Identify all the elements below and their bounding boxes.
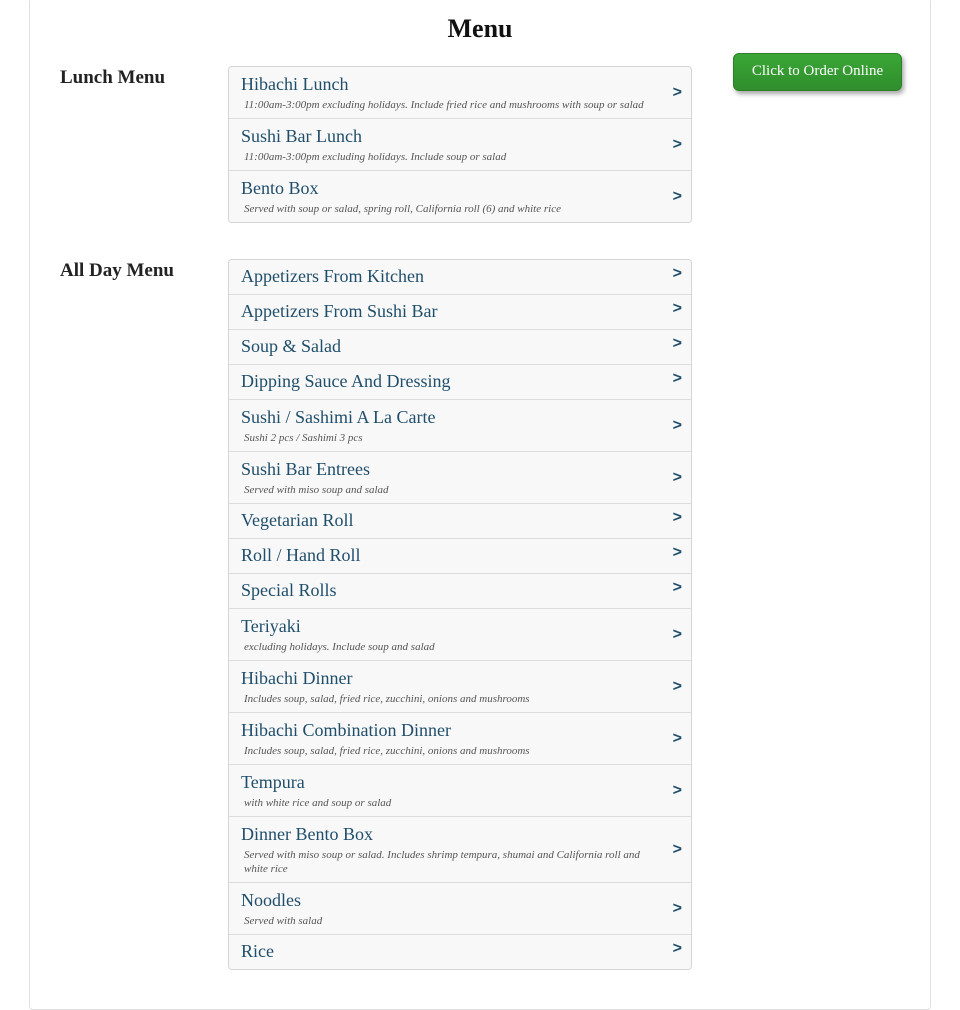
chevron-right-icon: > xyxy=(672,543,682,561)
menu-category-title: Dinner Bento Box xyxy=(241,824,373,844)
chevron-right-icon: > xyxy=(672,299,682,317)
menu-category-description: Served with miso soup or salad. Includes shrimp tempura, shumai and California roll and white rice xyxy=(244,849,640,875)
menu-category-description: Served with soup or salad, spring roll, California roll (6) and white rice xyxy=(244,203,561,215)
menu-category-item[interactable] xyxy=(229,171,691,222)
menu-category-title: Dipping Sauce And Dressing xyxy=(241,371,451,391)
menu-category-title: Tempura xyxy=(241,772,305,792)
menu-category-title: Sushi Bar Entrees xyxy=(241,459,370,479)
menu-category-item[interactable] xyxy=(229,295,691,330)
menu-category-item[interactable] xyxy=(229,119,691,171)
menu-category-title: Roll / Hand Roll xyxy=(241,545,361,565)
menu-category-item[interactable] xyxy=(229,400,691,452)
menu-category-description: Served with salad xyxy=(244,915,323,927)
chevron-right-icon: > xyxy=(672,729,682,747)
all-day-menu-heading: All Day Menu xyxy=(60,260,174,281)
chevron-right-icon: > xyxy=(672,416,682,434)
menu-category-title: Soup & Salad xyxy=(241,336,342,356)
chevron-right-icon: > xyxy=(672,334,682,352)
chevron-right-icon: > xyxy=(672,625,682,643)
menu-category-title: Hibachi Combination Dinner xyxy=(241,720,451,740)
menu-category-description: Sushi 2 pcs / Sashimi 3 pcs xyxy=(244,432,363,444)
menu-category-item[interactable] xyxy=(229,539,691,574)
menu-category-item[interactable] xyxy=(229,661,691,713)
chevron-right-icon: > xyxy=(672,264,682,282)
chevron-right-icon: > xyxy=(672,677,682,695)
chevron-right-icon: > xyxy=(672,899,682,917)
chevron-right-icon: > xyxy=(672,369,682,387)
menu-category-description: 11:00am-3:00pm excluding holidays. Include soup or salad xyxy=(244,151,507,163)
menu-category-item[interactable] xyxy=(229,765,691,817)
menu-category-title: Hibachi Lunch xyxy=(241,74,349,94)
lunch-menu-list xyxy=(228,66,692,223)
page-title: Menu xyxy=(447,14,513,43)
chevron-right-icon: > xyxy=(672,840,682,858)
chevron-right-icon: > xyxy=(672,508,682,526)
menu-category-description: Includes soup, salad, fried rice, zucchini, onions and mushrooms xyxy=(244,693,530,705)
chevron-right-icon: > xyxy=(672,83,682,101)
menu-category-description: Includes soup, salad, fried rice, zucchini, onions and mushrooms xyxy=(244,745,530,757)
menu-category-item[interactable] xyxy=(229,260,691,295)
menu-category-title: Sushi Bar Lunch xyxy=(241,126,362,146)
all-day-menu-list xyxy=(228,259,692,970)
menu-category-title: Special Rolls xyxy=(241,580,337,600)
menu-category-title: Appetizers From Kitchen xyxy=(241,266,424,286)
menu-category-title: Vegetarian Roll xyxy=(241,510,354,530)
chevron-right-icon: > xyxy=(672,468,682,486)
menu-category-title: Sushi / Sashimi A La Carte xyxy=(241,407,436,427)
menu-category-item[interactable] xyxy=(229,504,691,539)
lunch-menu-heading: Lunch Menu xyxy=(60,67,166,88)
menu-category-item[interactable] xyxy=(229,365,691,400)
menu-category-description: excluding holidays. Include soup and salad xyxy=(244,641,435,653)
menu-category-item[interactable] xyxy=(229,817,691,883)
menu-category-item[interactable] xyxy=(229,330,691,365)
menu-category-description: Served with miso soup and salad xyxy=(244,484,389,496)
menu-category-title: Rice xyxy=(241,941,274,961)
menu-category-item[interactable] xyxy=(229,452,691,504)
menu-category-title: Hibachi Dinner xyxy=(241,668,353,688)
chevron-right-icon: > xyxy=(672,187,682,205)
menu-category-title: Appetizers From Sushi Bar xyxy=(241,301,438,321)
chevron-right-icon: > xyxy=(672,578,682,596)
menu-category-title: Bento Box xyxy=(241,178,319,198)
menu-category-description: with white rice and soup or salad xyxy=(244,797,392,809)
menu-category-item[interactable] xyxy=(229,935,691,969)
menu-category-item[interactable] xyxy=(229,609,691,661)
menu-category-item[interactable] xyxy=(229,883,691,935)
menu-category-item[interactable] xyxy=(229,67,691,119)
menu-category-item[interactable] xyxy=(229,713,691,765)
chevron-right-icon: > xyxy=(672,135,682,153)
chevron-right-icon: > xyxy=(672,939,682,957)
menu-category-description: 11:00am-3:00pm excluding holidays. Include fried rice and mushrooms with soup or salad xyxy=(244,99,644,111)
chevron-right-icon: > xyxy=(672,781,682,799)
order-online-button[interactable]: Click to Order Online xyxy=(733,53,902,91)
menu-category-title: Teriyaki xyxy=(241,616,301,636)
menu-category-title: Noodles xyxy=(241,890,301,910)
menu-category-item[interactable] xyxy=(229,574,691,609)
